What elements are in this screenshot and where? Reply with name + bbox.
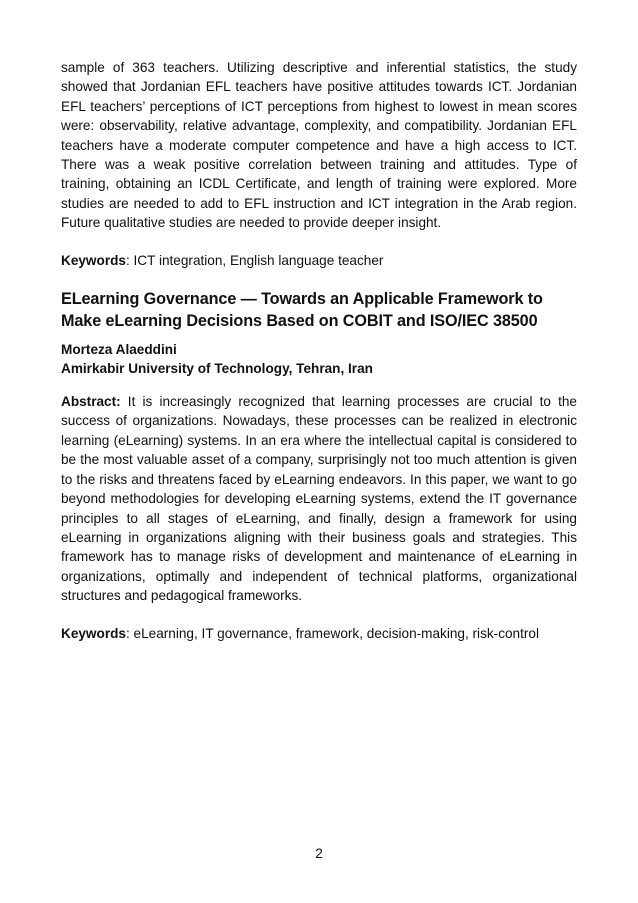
- article-title: ELearning Governance — Towards an Applicable Framework to Make eLearning Decisions Based on COBIT and ISO/IEC 38500: [61, 290, 543, 331]
- keywords-text: : eLearning, IT governance, framework, decision-making, risk-control: [125, 625, 539, 641]
- author-affiliation: Amirkabir University of Technology, Tehran, Iran: [61, 361, 373, 377]
- spacer: [61, 233, 577, 251]
- article-abstract: [61, 392, 577, 605]
- first-keywords: [61, 251, 577, 270]
- author-name: Morteza Alaeddini: [61, 342, 177, 358]
- abstract-text: It is increasingly recognized that learning processes are crucial to the success of organizations. Nowadays, these processes can be realized in electronic learning (eLearning) systems. In an era where the intellectual capital is considered to be the most valuable asset of a company, surprisingly not too much attention is given to the risks and threatens faced by eLearning endeavors. In this paper, we want to go beyond methodologies for developing eLearning systems, extend the IT governance principles to all stages of eLearning, and finally, design a framework for using eLearning in organizations aligning with their business goals and strategies. This framework has to manage risks of development and maintenance of eLearning in organizations, optimally and independent of technical platforms, organizational structures and pedagogical frameworks.: [61, 394, 577, 604]
- keywords-label: Keywords: [61, 625, 126, 641]
- page-content: [61, 58, 577, 643]
- abstract-label: Abstract:: [61, 394, 121, 410]
- spacer: [61, 606, 577, 624]
- spacer: [61, 378, 577, 392]
- continued-abstract: sample of 363 teachers. Utilizing descriptive and inferential statistics, the study showed that Jordanian EFL teachers have positive attitudes towards ICT. Jordanian EFL teachers’ perceptions of ICT perceptions from highest to lowest in mean scores were: observability, relative advantage, complexity, and compatibility. Jordanian EFL teachers have a moderate computer competence and have a high access to ICT. There was a weak positive correlation between training and attitudes. Type of training, obtaining an ICDL Certificate, and length of training were explored. More studies are needed to add to EFL instruction and ICT integration in the Arab region. Future qualitative studies are needed to provide deeper insight.: [61, 60, 577, 231]
- page-number: 2: [315, 846, 323, 861]
- keywords-label: Keywords: [61, 252, 126, 268]
- keywords-text: : ICT integration, English language teacher: [125, 252, 384, 268]
- spacer: [61, 270, 577, 288]
- article-keywords: [61, 624, 577, 643]
- spacer: [61, 332, 577, 340]
